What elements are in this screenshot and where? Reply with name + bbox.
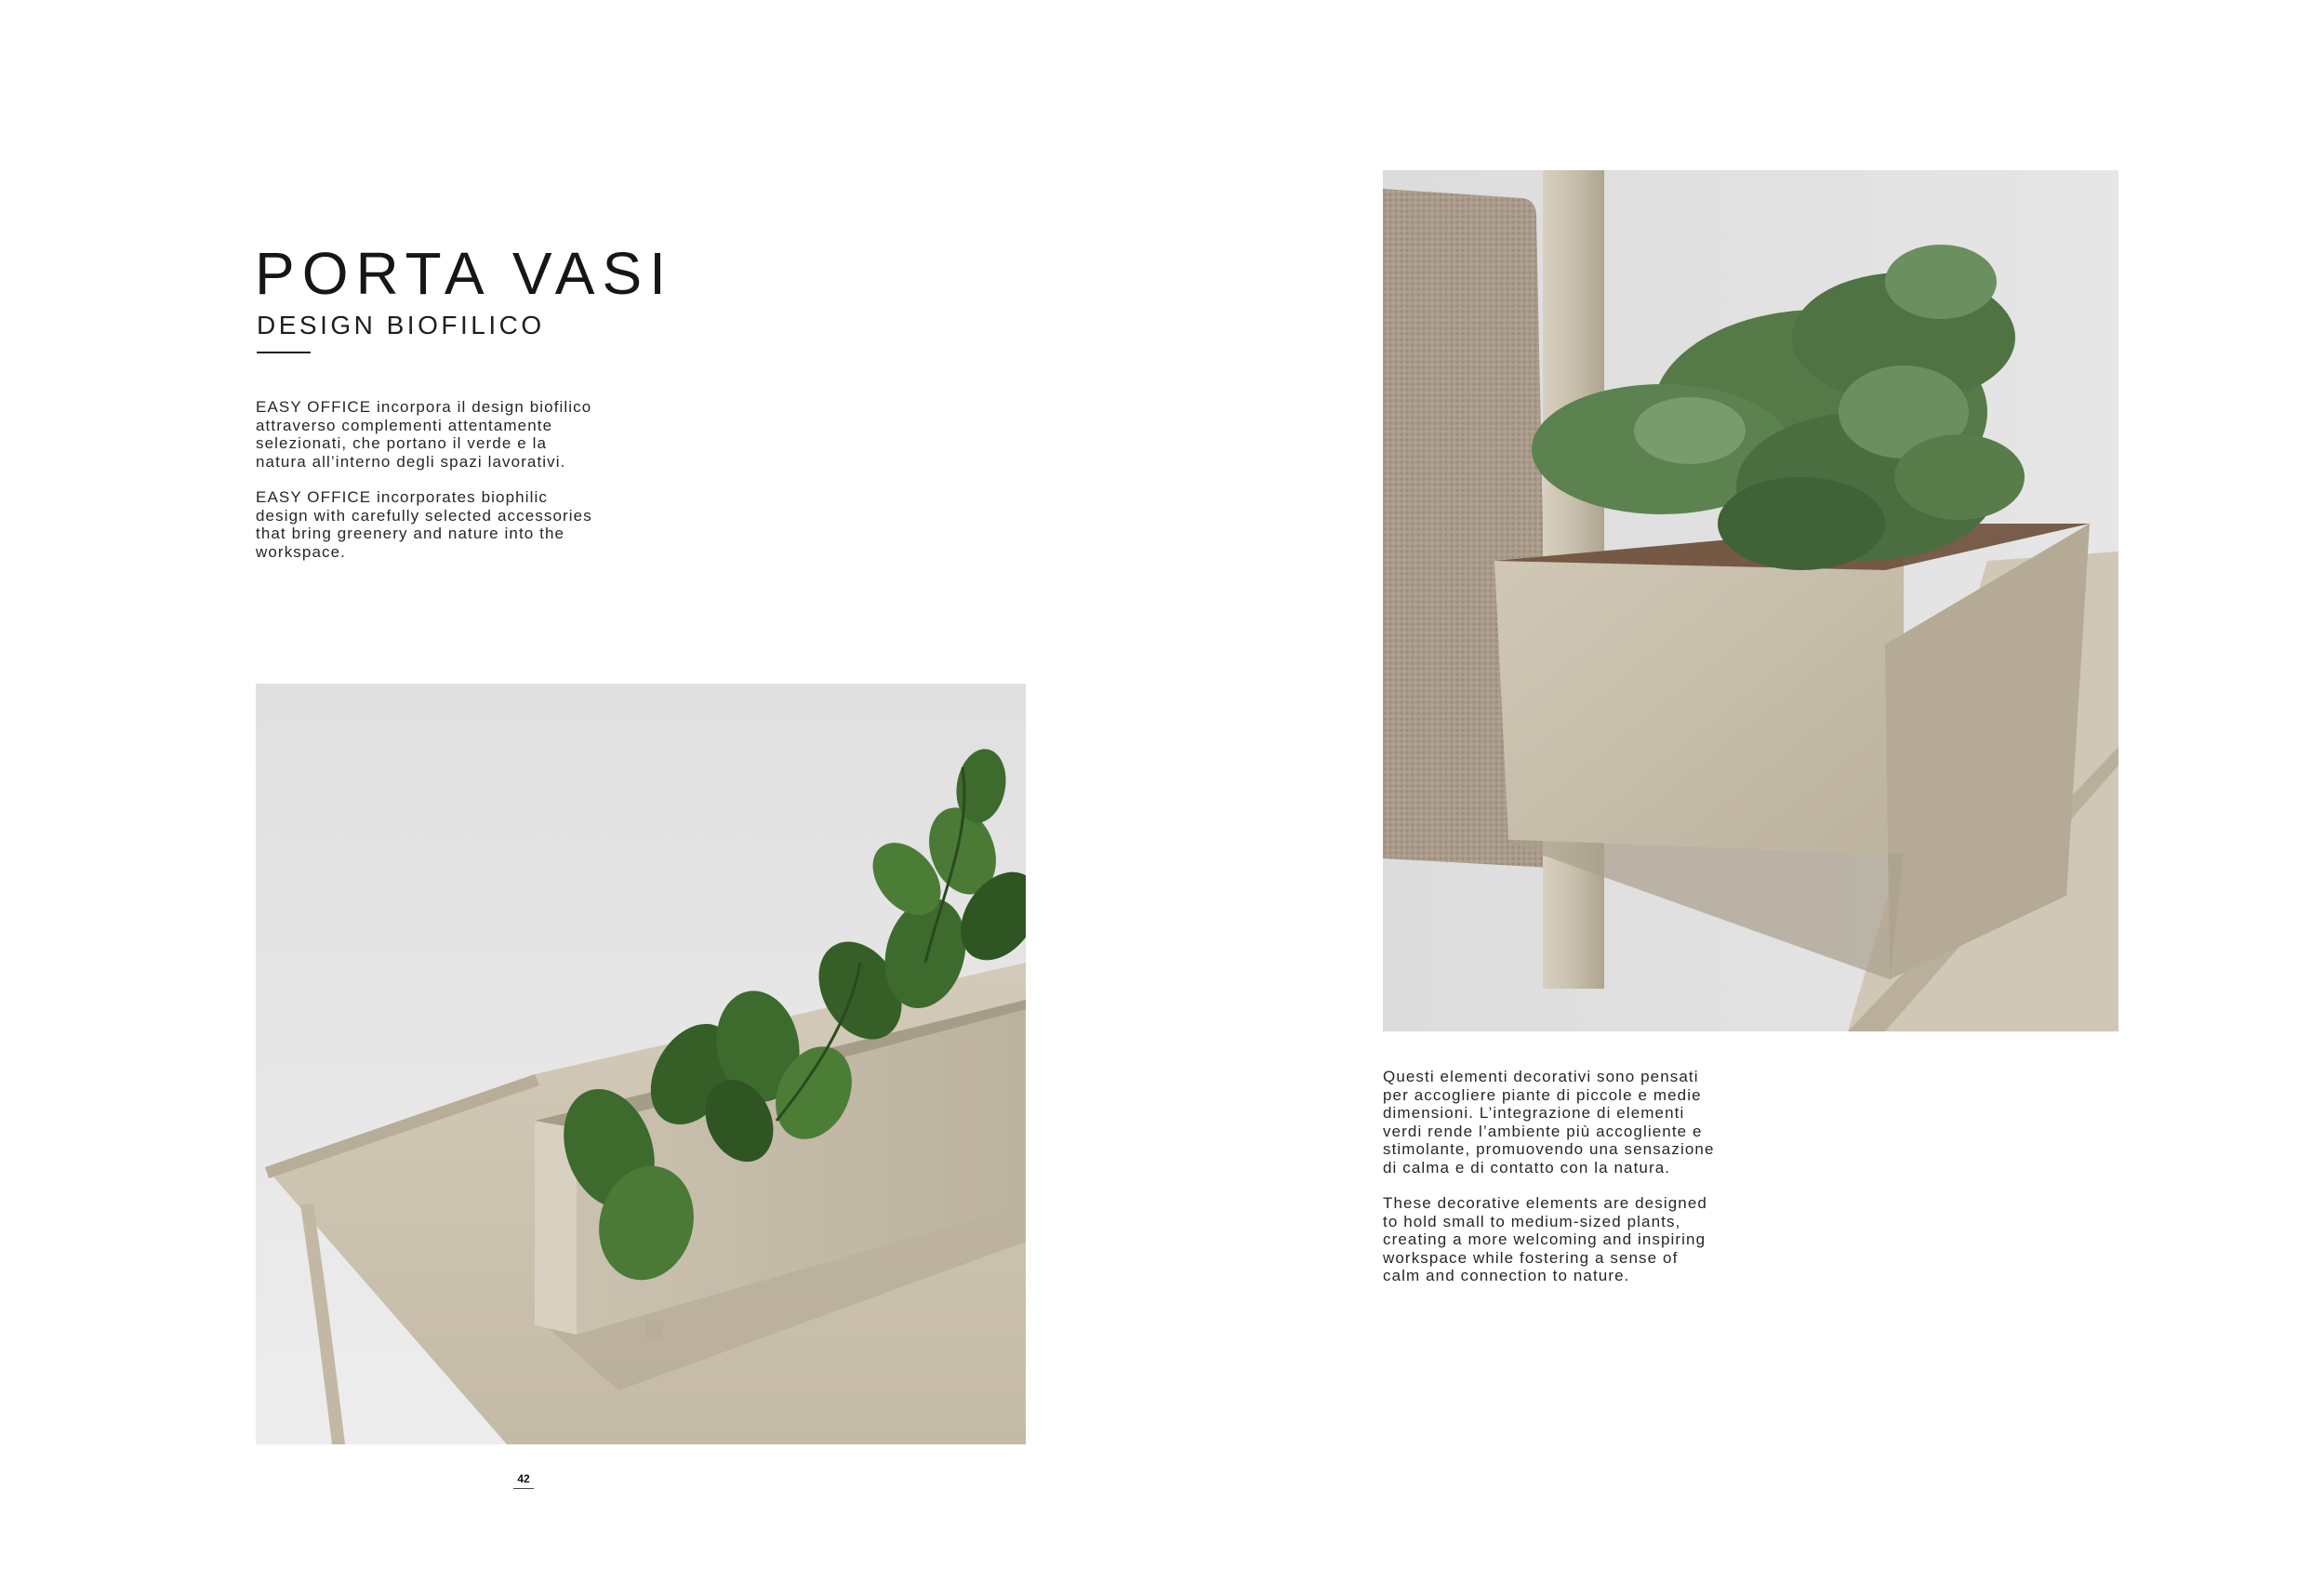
detail-text — [1383, 1068, 1811, 1285]
planter-post-photo — [1383, 170, 2118, 1031]
planter-desk-photo — [256, 684, 1026, 1444]
page-title: PORTA VASI — [255, 240, 673, 307]
intro-paragraph-italian: EASY OFFICE incorpora il design biofilico attraverso complementi attentamente selezionati, che portano il verde e la natura all’interno degli spazi lavorativi. — [256, 398, 592, 471]
title-divider — [257, 352, 311, 353]
page-number: 42 — [517, 1472, 530, 1485]
intro-text — [256, 398, 665, 561]
page-subtitle: DESIGN BIOFILICO — [257, 311, 545, 339]
detail-paragraph-english: These decorative elements are designed to hold small to medium-sized plants, creating a more welcoming and inspiring workspace while fostering a sense of calm and connection to nature. — [1383, 1194, 1707, 1284]
intro-paragraph-english: EASY OFFICE incorporates biophilic design with carefully selected accessories that bring greenery and nature into the workspace. — [256, 488, 592, 561]
page-number-underline — [513, 1488, 534, 1489]
detail-paragraph-italian: Questi elementi decorativi sono pensati per accogliere piante di piccole e medie dimensioni. L’integrazione di elementi verdi rende l’ambiente più accogliente e stimolante, promuovendo una sensazione di calma e di contatto con la natura. — [1383, 1068, 1715, 1177]
